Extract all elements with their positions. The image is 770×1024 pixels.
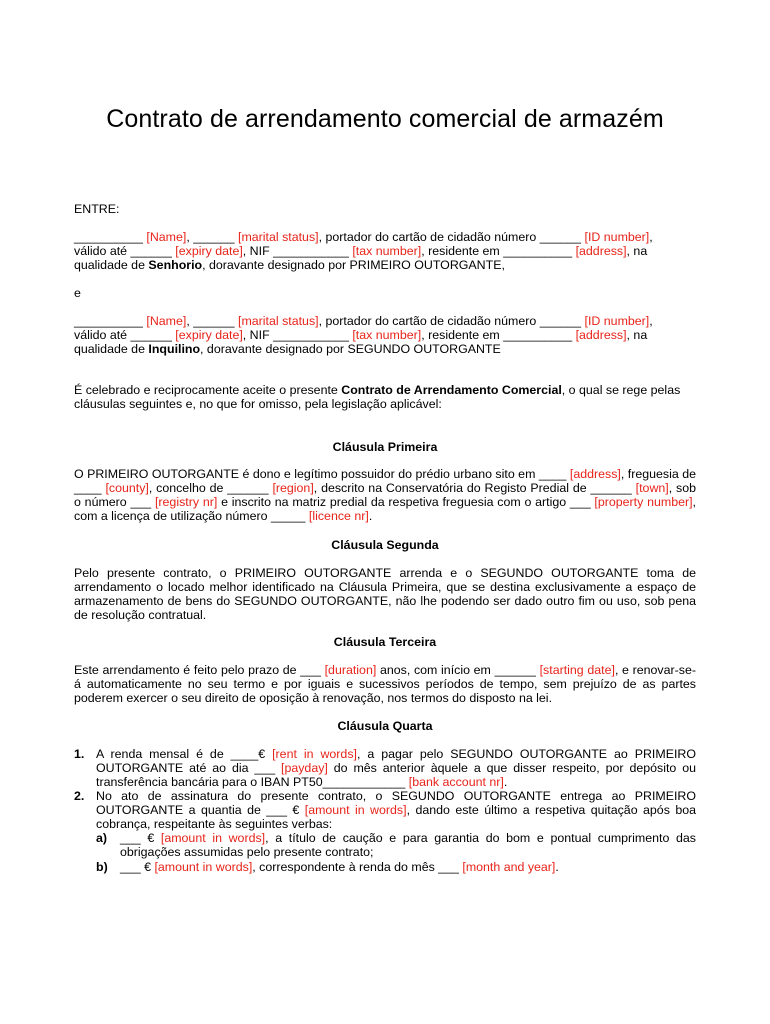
clause-three-paragraph [74,663,696,705]
blank-field: __________ [74,314,143,328]
text-fragment: , residente em [421,244,504,258]
text-fragment: válido até [74,328,131,342]
party-two-role: Inquilino [148,342,201,356]
text-fragment: , a pagar pelo SEGUNDO OUTORGANTE ao PRIMEIRO OUTORGANTE até ao dia [96,747,696,775]
address-placeholder: [address] [575,244,627,258]
party-one-role: Senhorio [148,258,203,272]
text-fragment: anos, com início em [376,663,495,677]
intro-paragraph [74,383,696,411]
blank-field: ______ [590,481,632,495]
blank-field: ___ [120,860,141,874]
list-item [74,789,696,831]
text-fragment: , [186,314,194,328]
text-fragment: , o qual se rege pelas cláusulas seguintes e, no que for omisso, pela legislação aplicável: [74,383,681,411]
text-fragment: € [258,747,273,761]
text-fragment: válido até [74,244,131,258]
licence-number-placeholder: [licence nr] [308,509,369,523]
text-fragment: , e renovar-se-á automaticamente no seu termo e por iguais e sucessivos períodos de tempo, sem prejuízo de as partes poderem exercer o seu direito de oposição à renovação, nos termos do disposto na lei. [74,663,696,705]
text-fragment: € [140,860,155,874]
text-fragment: , [649,230,653,244]
sub-list-item [96,860,696,874]
starting-date-placeholder: [starting date] [539,663,615,677]
blank-field: ___ [266,803,287,817]
text-fragment: . [555,860,559,874]
text-fragment: , dando este último a respetiva quitação após boa cobrança, respeitante às seguintes verbas: [96,803,697,831]
text-fragment: , NIF [242,328,274,342]
text-fragment: € [286,803,305,817]
blank-field: ___ [130,495,152,509]
blank-field: ___ [438,860,459,874]
name-placeholder: [Name] [146,314,187,328]
text-fragment: , [649,314,653,328]
list-item [74,747,696,789]
conjunction-e: e [74,286,81,300]
town-placeholder: [town] [635,481,669,495]
text-fragment: qualidade de [74,342,149,356]
blank-field: ____ [74,481,102,495]
text-fragment: É celebrado e reciprocamente aceite o presente [74,383,342,397]
address-placeholder: [address] [569,467,621,481]
blank-field: ______ [193,314,235,328]
registry-number-placeholder: [registry nr] [154,495,218,509]
text-fragment: , na [626,244,648,258]
blank-field: ______ [193,230,235,244]
blank-field: _____ [270,509,306,523]
tax-number-placeholder: [tax number] [352,244,422,258]
rent-placeholder: [rent in words] [272,747,357,761]
text-fragment: Este arrendamento é feito pelo prazo de [74,663,301,677]
text-fragment: , [186,230,194,244]
marital-status-placeholder: [marital status] [238,314,319,328]
text-fragment: , freguesia de [620,467,696,481]
clause-three-heading: Cláusula Terceira [333,635,437,649]
text-fragment: , correspondente à renda do mês [252,860,439,874]
clause-one-heading: Cláusula Primeira [332,440,438,454]
tax-number-placeholder: [tax number] [352,328,422,342]
blank-field: ______ [130,244,172,258]
clause-four-heading: Cláusula Quarta [337,719,433,733]
blank-field: ___ [120,831,141,845]
amount-placeholder: [amount in words] [160,831,266,845]
region-placeholder: [region] [272,481,314,495]
expiry-date-placeholder: [expiry date] [175,244,243,258]
amount-placeholder: [amount in words] [304,803,407,817]
text-fragment: , portador do cartão de cidadão número [318,230,540,244]
text-fragment: A renda mensal é de [96,747,231,761]
id-number-placeholder: [ID number] [584,230,650,244]
amount-placeholder: [amount in words] [154,860,253,874]
sub-list-letter: b) [96,860,108,874]
text-fragment: , concelho de [148,481,228,495]
bank-account-placeholder: [bank account nr] [408,775,504,789]
contract-name: Contrato de Arrendamento Comercial [341,383,562,397]
text-fragment: , residente em [421,328,504,342]
text-fragment: qualidade de [74,258,149,272]
clause-one-paragraph [74,467,696,523]
document-title: Contrato de arrendamento comercial de armazém [106,105,664,133]
text-fragment: , portador do cartão de cidadão número [318,314,540,328]
text-fragment: O PRIMEIRO OUTORGANTE é dono e legítimo possuidor do prédio urbano sito em [74,467,539,481]
duration-placeholder: [duration] [324,663,377,677]
blank-field: ___________ [273,328,349,342]
county-placeholder: [county] [105,481,149,495]
blank-field: __________ [74,230,143,244]
text-fragment: , sob o número [74,481,697,509]
clause-two-heading: Cláusula Segunda [331,538,439,552]
blank-field: ____________ [322,775,406,789]
property-number-placeholder: [property number] [594,495,693,509]
text-fragment: , doravante designado por SEGUNDO OUTORGANTE [200,342,501,356]
entre-label: ENTRE: [74,202,120,216]
text-fragment: , a título de caução e para garantia do bom e pontual cumprimento das obrigações assumidas pelo presente contrato; [120,831,696,859]
blank-field: ___ [569,495,591,509]
text-fragment: € [140,831,161,845]
blank-field: __________ [503,244,573,258]
text-fragment: e inscrito na matriz predial da respetiva freguesia com o artigo [217,495,570,509]
sub-list-item [96,831,696,859]
blank-field: __________ [503,328,573,342]
blank-field: ____ [538,467,567,481]
marital-status-placeholder: [marital status] [238,230,319,244]
text-fragment: , NIF [242,244,274,258]
month-year-placeholder: [month and year] [462,860,556,874]
text-fragment: do mês anterior àquele a que disser respeito, por depósito ou transferência bancária para o IBAN PT50 [96,761,696,789]
id-number-placeholder: [ID number] [584,314,650,328]
blank-field: ___ [254,761,276,775]
text-fragment: . [503,775,508,789]
blank-field: ______ [539,314,582,328]
text-fragment: , com a licença de utilização número [74,495,696,523]
text-fragment: , na [626,328,648,342]
list-number: 2. [74,789,85,803]
party-two-paragraph [74,314,696,356]
text-fragment: . [368,509,373,523]
blank-field: ___________ [273,244,349,258]
blank-field: ______ [227,481,269,495]
party-one-paragraph [74,230,696,272]
clause-two-paragraph: Pelo presente contrato, o PRIMEIRO OUTORGANTE arrenda e o SEGUNDO OUTORGANTE toma de arrendamento o locado melhor identificado na Cláusula Primeira, que se destina exclusivamente a espaço de armazenamento de bens do SEGUNDO OUTORGANTE, não lhe podendo ser dado outro fim ou uso, sob pena de resolução contratual. [74,566,696,622]
expiry-date-placeholder: [expiry date] [175,328,243,342]
text-fragment: No ato de assinatura do presente contrato, o SEGUNDO OUTORGANTE entrega ao PRIMEIRO OUTORGANTE a quantia de [96,789,696,817]
name-placeholder: [Name] [146,230,187,244]
text-fragment: , doravante designado por PRIMEIRO OUTORGANTE, [202,258,505,272]
text-fragment: , descrito na Conservatória do Registo Predial de [313,481,591,495]
blank-field: ____ [230,747,259,761]
address-placeholder: [address] [575,328,627,342]
blank-field: ______ [539,230,582,244]
list-number: 1. [74,747,85,761]
blank-field: ______ [494,663,536,677]
sub-list-letter: a) [96,831,108,845]
blank-field: ___ [300,663,321,677]
payday-placeholder: [payday] [281,761,328,775]
blank-field: ______ [130,328,172,342]
